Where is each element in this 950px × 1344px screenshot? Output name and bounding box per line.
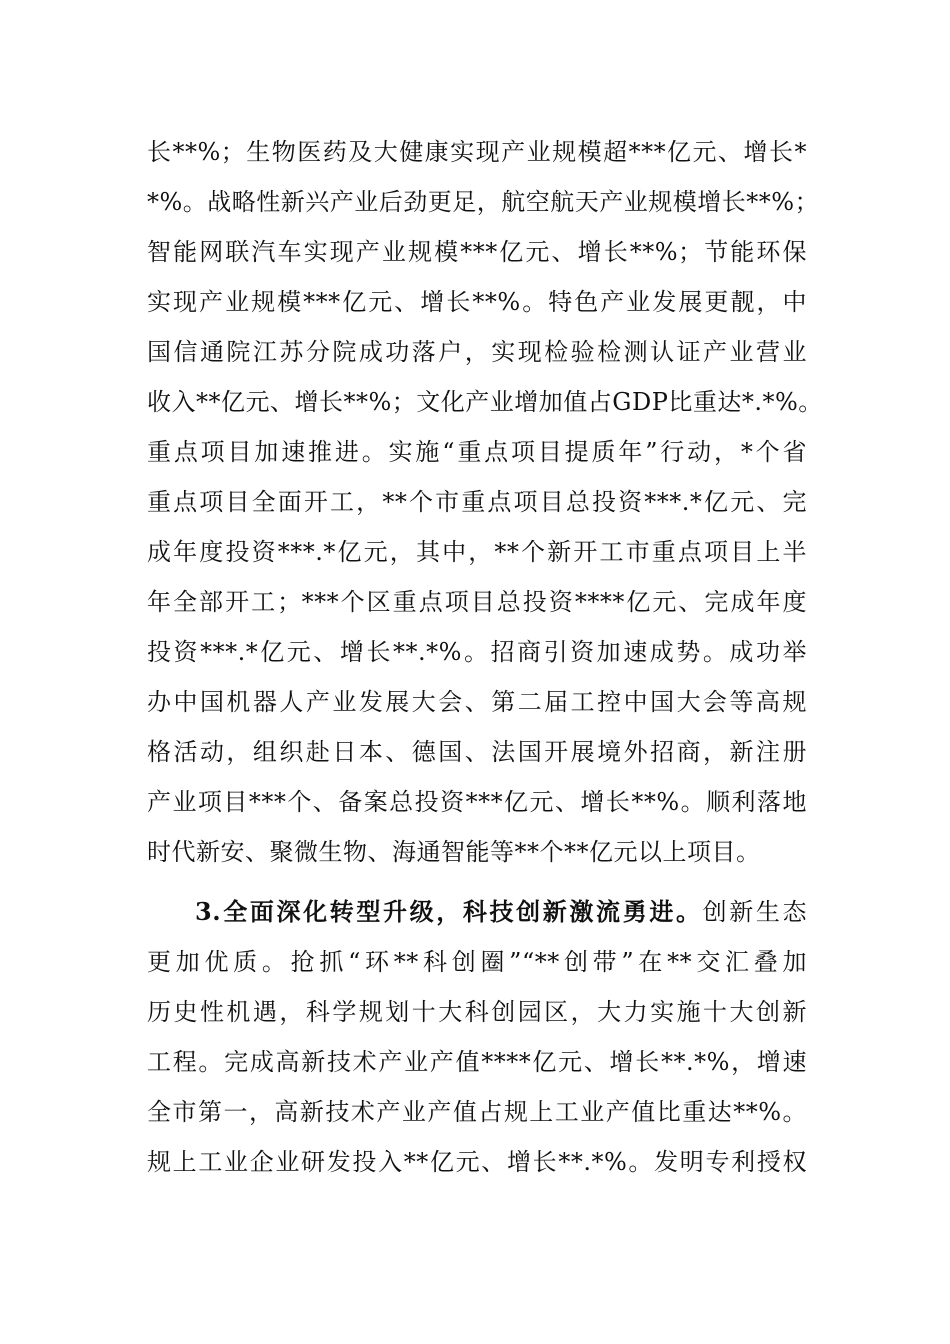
text-line: 投资***.*亿元、增长**.*%。招商引资加速成势。成功举 (147, 638, 807, 666)
text-line: 时代新安、聚微生物、海通智能等**个**亿元以上项目。 (147, 838, 761, 866)
text-line: 办中国机器人产业发展大会、第二届工控中国大会等高规 (147, 688, 807, 716)
text-line: 工程。完成高新技术产业产值****亿元、增长**.*%，增速 (147, 1048, 807, 1076)
paragraph-industry-projects (147, 127, 823, 877)
text-line: 全市第一，高新技术产业产值占规上工业产值比重达**%。 (147, 1098, 807, 1126)
text-line: 规上工业企业研发投入**亿元、增长**.*%。发明专利授权 (147, 1148, 807, 1176)
text-line: 收入**亿元、增长**%；文化产业增加值占GDP比重达*.*%。 (147, 388, 823, 416)
paragraph-tech-innovation (147, 887, 807, 1187)
text-line: 实现产业规模***亿元、增长**%。特色产业发展更靓，中 (147, 288, 807, 316)
text-line: 国信通院江苏分院成功落户，实现检验检测认证产业营业 (147, 338, 807, 366)
text-line: *%。战略性新兴产业后劲更足，航空航天产业规模增长**%； (147, 188, 820, 216)
text-line: 历史性机遇，科学规划十大科创园区，大力实施十大创新 (147, 998, 807, 1026)
text-fragment: 创新生态 (702, 898, 807, 926)
text-line: 智能网联汽车实现产业规模***亿元、增长**%；节能环保 (147, 238, 807, 266)
text-line: 成年度投资***.*亿元，其中，**个新开工市重点项目上半 (147, 538, 807, 566)
text-line: 格活动，组织赴日本、德国、法国开展境外招商，新注册 (147, 738, 807, 766)
text-line: 长**%；生物医药及大健康实现产业规模超***亿元、增长* (147, 138, 807, 166)
text-line: 产业项目***个、备案总投资***亿元、增长**%。顺利落地 (147, 788, 807, 816)
section-heading: 3.全面深化转型升级，科技创新激流勇进。 (195, 897, 703, 926)
text-line: 更加优质。抢抓“环**科创圈”“**创带”在**交汇叠加 (147, 948, 807, 976)
text-line: 重点项目全面开工，**个市重点项目总投资***.*亿元、完 (147, 488, 807, 516)
heading-line (147, 887, 807, 937)
text-line: 年全部开工；***个区重点项目总投资****亿元、完成年度 (147, 588, 807, 616)
text-line: 重点项目加速推进。实施“重点项目提质年”行动，*个省 (147, 438, 807, 466)
